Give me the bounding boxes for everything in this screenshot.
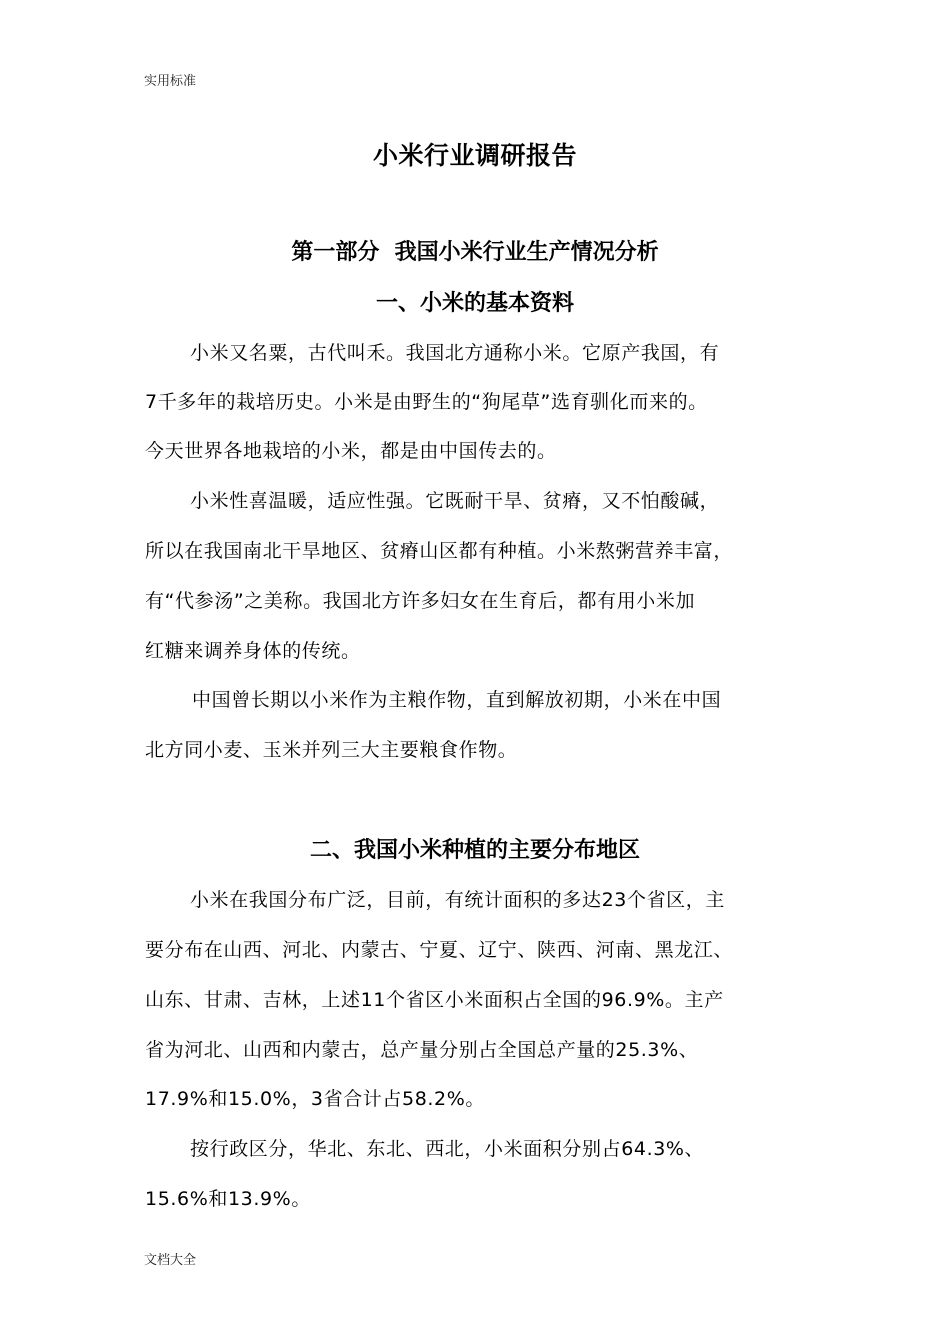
paragraph-line: 红糖来调养身体的传统。 [145,640,361,662]
section1-heading: 一、小米的基本资料 [375,291,574,316]
paragraph-line: 今天世界各地栽培的小米，都是由中国传去的。 [145,440,557,462]
footer-note: 文档大全 [144,1253,197,1268]
paragraph-line: 小米性喜温暖，适应性强。它既耐干旱、贫瘠，又不怕酸碱， [190,490,720,512]
section2-heading: 二、我国小米种植的主要分布地区 [309,838,640,863]
paragraph-line: 17.9%和15.0%，3省合计占58.2%。 [145,1088,485,1110]
paragraph-line: 有“代参汤”之美称。我国北方许多妇女在生育后，都有用小米加 [145,590,696,612]
paragraph-line: 要分布在山西、河北、内蒙古、宁夏、辽宁、陕西、河南、黑龙江、 [145,939,734,961]
document-title: 小米行业调研报告 [372,141,577,170]
paragraph-line: 所以在我国南北干旱地区、贫瘠山区都有种植。小米熬粥营养丰富， [145,540,734,562]
paragraph-line: 省为河北、山西和内蒙古，总产量分别占全国总产量的25.3%、 [145,1039,699,1061]
paragraph-line: 15.6%和13.9%。 [145,1188,311,1210]
paragraph-line: 按行政区分，华北、东北、西北，小米面积分别占64.3%、 [190,1138,705,1160]
paragraph-line: 中国曾长期以小米作为主粮作物，直到解放初期，小米在中国 [192,689,722,711]
paragraph-line: 7千多年的栽培历史。小米是由野生的“狗尾草”选育驯化而来的。 [145,391,708,413]
paragraph-line: 北方同小麦、玉米并列三大主要粮食作物。 [145,739,518,761]
part-title: 第一部分 我国小米行业生产情况分析 [291,240,659,265]
paragraph-line: 小米在我国分布广泛，目前，有统计面积的多达23个省区，主 [190,889,725,911]
header-note: 实用标准 [144,74,197,89]
paragraph-line: 山东、甘肃、吉林，上述11个省区小米面积占全国的96.9%。主产 [145,989,724,1011]
paragraph-line: 小米又名粟，古代叫禾。我国北方通称小米。它原产我国，有 [190,342,720,364]
